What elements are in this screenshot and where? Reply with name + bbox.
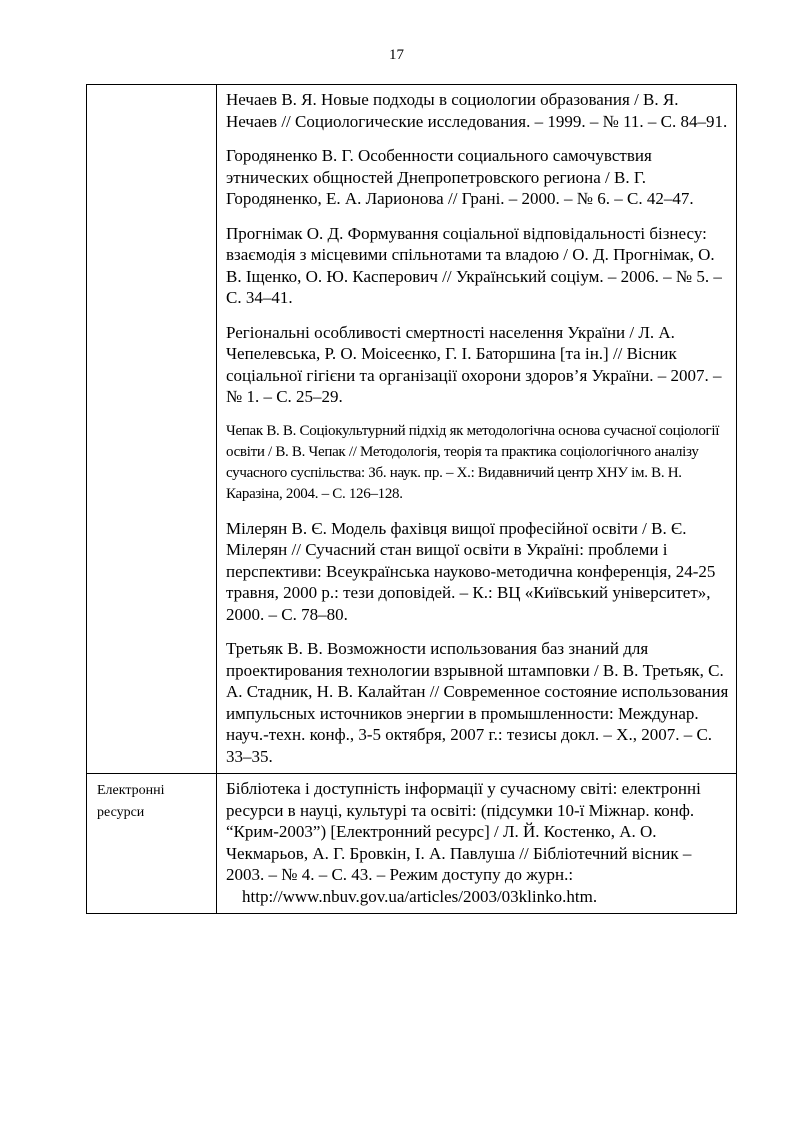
electronic-reference-text: Бібліотека і доступність інформації у сучасному світі: електронні ресурси в науці, культурі та освіті: (підсумки 10-ї Міжнар. конф. “Крим-2003”) [Електронний ресурс] / Л. Й. Костенко, А. О. Чекмарьов, А. Г. Бровкін, І. А. Павлуша // Бібліотечний вісник – 2003. – № 4. – С. 43. – Режим доступу до журн.: xyxy=(226,779,701,884)
reference-item: Городяненко В. Г. Особенности социального самочувствия этнических общностей Днепропетровского региона / В. Г. Городяненко, Е. А. Ларионова // Грані. – 2000. – № 6. – С. 42–47. xyxy=(226,146,694,208)
electronic-reference-item xyxy=(226,778,730,907)
empty-label-cell xyxy=(87,85,217,774)
reference-item: Регіональні особливості смертності населення України / Л. А. Чепелевська, Р. О. Моісеєнко, Г. І. Баторшина [та ін.] // Вісник соціальної гігієни та організації охорони здоров’я України. – 2007. – № 1. – С. 25–29. xyxy=(226,322,722,406)
electronic-reference-url: http://www.nbuv.gov.ua/articles/2003/03klinko.htm. xyxy=(242,886,598,906)
page-number: 17 xyxy=(389,47,404,63)
reference-item: Третьяк В. В. Возможности использования баз знаний для проектирования технологии взрывной штамповки / В. В. Третьяк, С. А. Стадник, Н. В. Калайтан // Современное состояние использования импульсных источников энергии в промышленности: Междунар. науч.-техн. конф., 3-5 октября, 2007 г.: тезисы докл. – Х., 2007. – С. 33–35. xyxy=(226,639,729,766)
electronic-reference-cell xyxy=(217,774,737,914)
table-row-electronic-resources xyxy=(87,774,737,914)
electronic-resources-label: Електронні ресурси xyxy=(87,774,217,914)
reference-item: Прогнімак О. Д. Формування соціальної відповідальності бізнесу: взаємодія з місцевими спільнотами та владою / О. Д. Прогнімак, О. В. Іщенко, О. Ю. Касперович // Український соціум. – 2006. – № 5. – С. 34–41. xyxy=(226,223,722,307)
reference-item: Нечаев В. Я. Новые подходы в социологии образования / В. Я. Нечаев // Социологические исследования. – 1999. – № 11. – С. 84–91. xyxy=(226,90,728,131)
references-table xyxy=(86,84,737,914)
reference-item: Мілерян В. Є. Модель фахівця вищої професійної освіти / В. Є. Мілерян // Сучасний стан вищої освіти в Україні: проблеми і перспективи: Всеукраїнська науково-методична конференція, 24-25 травня, 2000 р.: тези доповідей. – К.: ВЦ «Київський університет», 2000. – С. 78–80. xyxy=(226,518,716,624)
table-row-printed-sources xyxy=(87,85,737,774)
references-cell xyxy=(217,85,737,774)
reference-item: Чепак В. В. Соціокультурний підхід як методологічна основа сучасної соціології освіти / В. В. Чепак // Методологія, теорія та практика соціологічного аналізу сучасного суспільства: Зб. наук. пр. – Х.: Видавничий центр ХНУ ім. В. Н. Каразіна, 2004. – С. 126–128. xyxy=(226,422,720,502)
